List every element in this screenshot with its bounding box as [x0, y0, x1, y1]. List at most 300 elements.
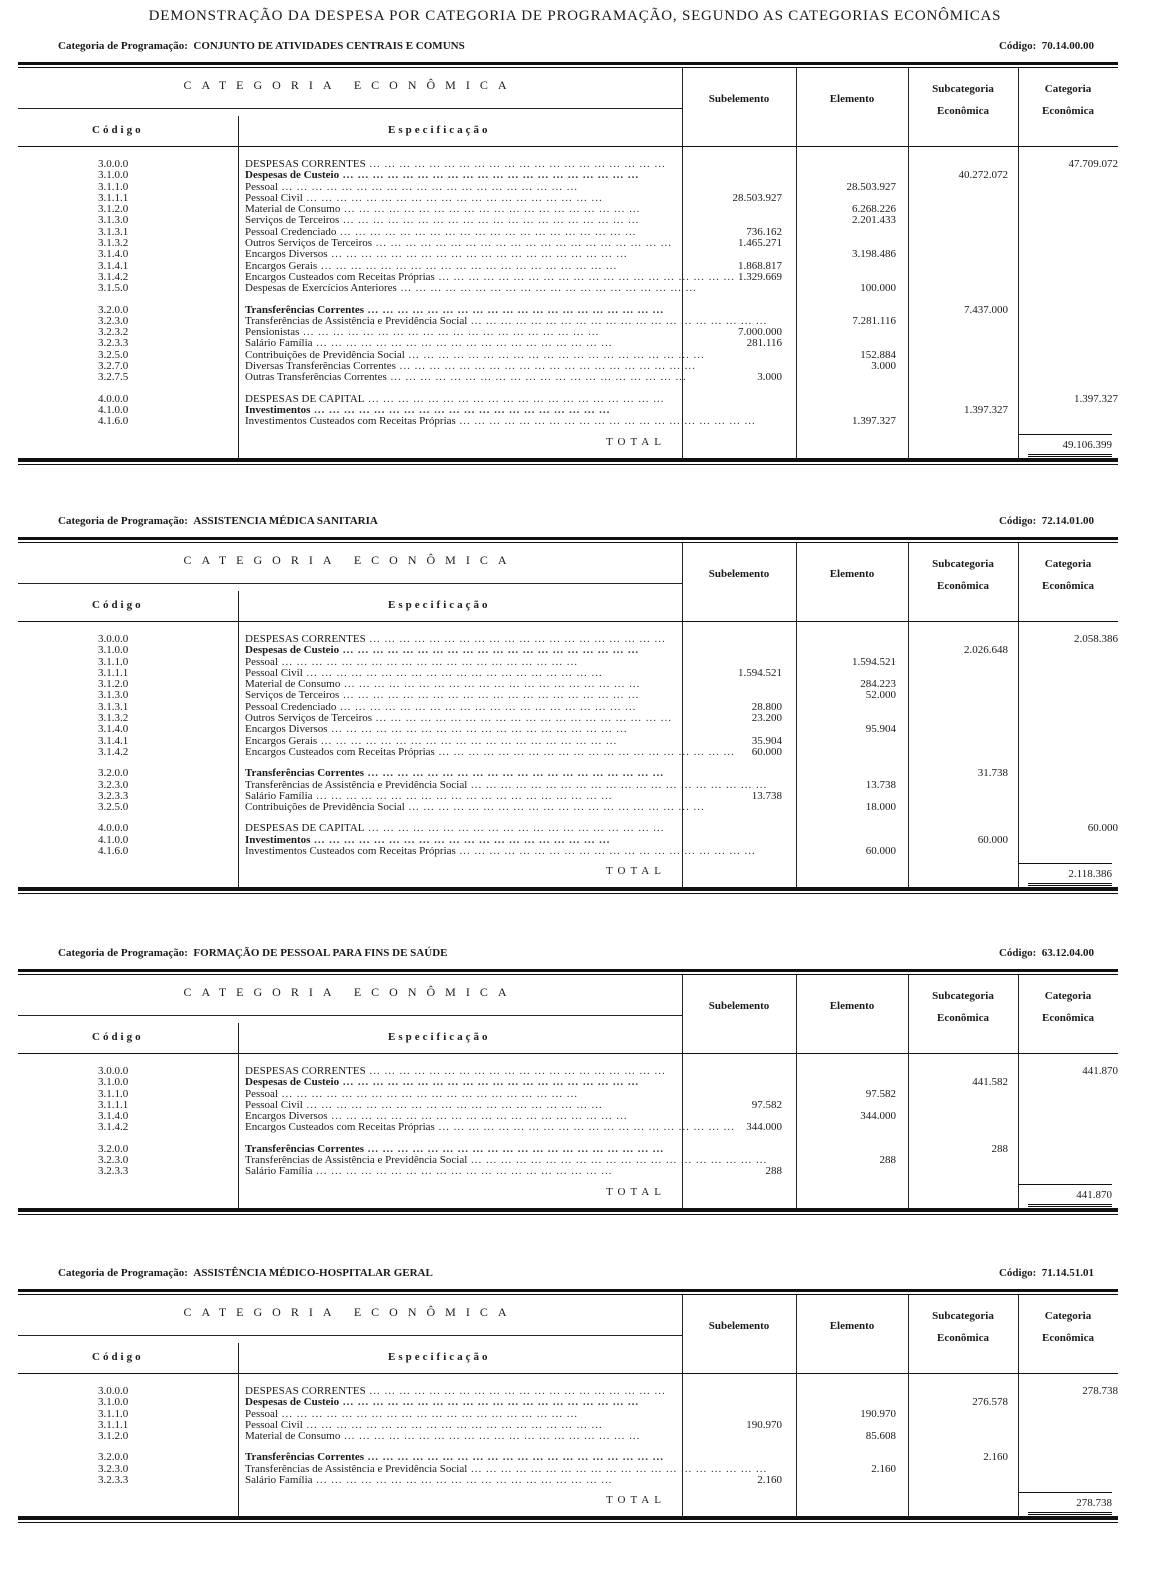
total-row [18, 428, 1118, 458]
leader-dots: ... ... ... ... ... ... ... ... ... ... ... ... ... ... ... ... ... ... ... ... [302, 1418, 603, 1431]
row-code: 3.2.3.3 [98, 1474, 129, 1487]
leader-dots: ... ... ... ... ... ... ... ... ... ... ... ... ... ... ... ... ... ... ... ... [467, 1154, 768, 1167]
program-category-caption: Categoria de Programação: [58, 947, 188, 959]
element-column-header: Elemento [829, 93, 875, 105]
row-element: 95.904 [865, 723, 896, 736]
row-code: 3.1.1.1 [98, 666, 129, 679]
row-subcategory: 40.272.072 [958, 169, 1008, 182]
row-code: 3.1.2.0 [98, 678, 129, 691]
economic-category-header: CATEGORIA ECONÔMICA [183, 1305, 517, 1319]
leader-dots: ... ... ... ... ... ... ... ... ... ... ... ... ... ... ... ... ... ... ... ... [310, 403, 611, 416]
subcategory-column-header: Subcategoria Econômica [932, 1310, 994, 1344]
program-code-caption: Código: [998, 515, 1037, 527]
subelement-column-header: Subelemento [708, 1000, 770, 1012]
row-code: 3.2.3.0 [98, 314, 129, 327]
program-code-value: 63.12.04.00 [1041, 947, 1094, 959]
leader-dots: ... ... ... ... ... ... ... ... ... ... ... ... ... ... ... ... ... ... ... ... [339, 1076, 640, 1089]
row-subelement: 344.000 [746, 1121, 782, 1134]
total-row [18, 1486, 1118, 1516]
header-divider [18, 1335, 682, 1336]
row-subelement: 1.868.817 [738, 259, 782, 272]
row-element: 344.000 [860, 1110, 896, 1123]
row-element: 190.970 [860, 1407, 896, 1420]
row-subelement: 190.970 [746, 1418, 782, 1431]
row-code: 3.1.3.2 [98, 237, 129, 250]
leader-dots: ... ... ... ... ... ... ... ... ... ... ... ... ... ... ... ... ... ... ... ... [312, 789, 613, 802]
leader-dots: ... ... ... ... ... ... ... ... ... ... ... ... ... ... ... ... ... ... ... ... [396, 282, 697, 295]
row-specification-text: Pensionistas [245, 326, 300, 339]
row-specification-text: Contribuições de Previdência Social [245, 348, 405, 361]
program-section [18, 38, 1118, 465]
row-subelement: 1.465.271 [738, 237, 782, 250]
row-specification [245, 1431, 675, 1442]
economic-category-header: CATEGORIA ECONÔMICA [183, 553, 517, 567]
specification-column-header: Especificação [388, 1031, 491, 1043]
row-specification-text: Investimentos Custeados com Receitas Próprias [245, 415, 456, 428]
program-section [18, 513, 1118, 894]
row-code: 3.1.5.0 [98, 282, 129, 295]
row-code: 3.2.0.0 [98, 303, 129, 316]
row-specification-text: Serviços de Terceiros [245, 214, 340, 227]
row-code: 3.2.0.0 [98, 767, 129, 780]
row-subelement: 736.162 [746, 225, 782, 238]
row-code: 3.1.3.0 [98, 214, 129, 227]
row-code: 3.1.1.1 [98, 191, 129, 204]
row-element: 2.201.433 [852, 214, 896, 227]
row-subelement: 7.000.000 [738, 326, 782, 339]
row-subelement: 3.000 [757, 371, 782, 384]
row-code: 3.1.4.2 [98, 1121, 129, 1134]
program-category-caption: Categoria de Programação: [58, 40, 188, 52]
row-code: 3.1.1.0 [98, 180, 129, 193]
row-specification-text: Despesas de Exercícios Anteriores [245, 282, 397, 295]
program-code [999, 1267, 1094, 1279]
leader-dots: ... ... ... ... ... ... ... ... ... ... ... ... ... ... ... ... ... ... ... ... [404, 348, 705, 361]
row-specification-text: Encargos Custeados com Receitas Próprias [245, 745, 435, 758]
table-body [18, 147, 1118, 428]
leader-dots: ... ... ... ... ... ... ... ... ... ... ... ... ... ... ... ... ... ... ... ... [317, 259, 618, 272]
code-column-header: Código [92, 599, 144, 611]
program-code-caption: Código: [998, 40, 1037, 52]
row-code: 3.1.1.0 [98, 1407, 129, 1420]
row-subelement: 97.582 [751, 1098, 782, 1111]
leader-dots: ... ... ... ... ... ... ... ... ... ... ... ... ... ... ... ... ... ... ... ... [336, 225, 637, 238]
leader-dots: ... ... ... ... ... ... ... ... ... ... ... ... ... ... ... ... ... ... ... ... [364, 767, 665, 780]
table-row [18, 372, 1118, 383]
program-code [999, 40, 1094, 52]
expense-table [18, 543, 1118, 888]
row-specification-text: Pessoal Civil [245, 1418, 303, 1431]
leader-dots: ... ... ... ... ... ... ... ... ... ... ... ... ... ... ... ... ... ... ... ... [327, 723, 628, 736]
row-code: 4.0.0.0 [98, 822, 129, 835]
row-code: 3.2.5.0 [98, 348, 129, 361]
row-specification [245, 1475, 675, 1486]
row-code: 3.2.7.5 [98, 371, 129, 384]
program-label [58, 40, 465, 52]
row-code: 3.0.0.0 [98, 633, 129, 645]
row-code: 3.1.2.0 [98, 203, 129, 216]
row-specification-text: DESPESAS CORRENTES [245, 1385, 366, 1397]
row-code: 3.1.4.1 [98, 734, 129, 747]
row-specification-text: Transferências Correntes [245, 1142, 365, 1155]
row-specification-text: DESPESAS DE CAPITAL [245, 392, 365, 405]
leader-dots: ... ... ... ... ... ... ... ... ... ... ... ... ... ... ... ... ... ... ... ... [340, 1430, 641, 1443]
leader-dots: ... ... ... ... ... ... ... ... ... ... ... ... ... ... ... ... ... ... ... ... [339, 169, 640, 182]
leader-dots: ... ... ... ... ... ... ... ... ... ... ... ... ... ... ... ... ... ... ... ... [278, 1087, 578, 1100]
leader-dots: ... ... ... ... ... ... ... ... ... ... ... ... ... ... ... ... ... ... ... ... [365, 1385, 666, 1397]
row-code: 4.0.0.0 [98, 392, 129, 405]
row-specification-text: Salário Família [245, 337, 313, 350]
program-category-caption: Categoria de Programação: [58, 1267, 188, 1279]
total-label: TOTAL [606, 1494, 666, 1507]
row-specification [245, 415, 756, 428]
row-element: 2.160 [871, 1462, 896, 1475]
category-column-header: Categoria Econômica [1042, 990, 1094, 1024]
row-element: 3.198.486 [852, 248, 896, 261]
row-specification-text: Investimentos [245, 833, 311, 846]
expense-table [18, 1295, 1118, 1517]
program-code-value: 71.14.51.01 [1041, 1267, 1094, 1279]
row-code: 3.1.0.0 [98, 1076, 129, 1089]
program-name: ASSISTÊNCIA MÉDICO-HOSPITALAR GERAL [193, 1267, 433, 1279]
row-specification-text: Encargos Diversos [245, 723, 328, 736]
row-code: 4.1.0.0 [98, 833, 129, 846]
table-header [18, 543, 1118, 622]
leader-dots: ... ... ... ... ... ... ... ... ... ... ... ... ... ... ... ... ... ... ... ... [365, 1065, 666, 1077]
row-element: 1.397.327 [852, 415, 896, 428]
leader-dots: ... ... ... ... ... ... ... ... ... ... ... ... ... ... ... ... ... ... ... ... [327, 248, 628, 261]
row-category: 1.397.327 [1074, 392, 1118, 405]
table-body [18, 622, 1118, 857]
table-row [18, 283, 1118, 294]
program-code-value: 72.14.01.00 [1041, 515, 1094, 527]
row-code: 3.2.3.2 [98, 326, 129, 339]
row-specification-text: Pessoal Civil [245, 1098, 303, 1111]
economic-category-header: CATEGORIA ECONÔMICA [183, 78, 517, 92]
row-code: 3.2.3.0 [98, 1462, 129, 1475]
leader-dots: ... ... ... ... ... ... ... ... ... ... ... ... ... ... ... ... ... ... ... ... [404, 801, 705, 814]
total-value: 278.738 [1018, 1492, 1112, 1509]
leader-dots: ... ... ... ... ... ... ... ... ... ... ... ... ... ... ... ... ... ... ... ... [339, 214, 640, 227]
code-column-header: Código [92, 124, 144, 136]
row-code: 3.1.1.1 [98, 1098, 129, 1111]
row-subcategory: 1.397.327 [964, 403, 1008, 416]
leader-dots: ... ... ... ... ... ... ... ... ... ... ... ... ... ... ... ... ... ... ... ... [312, 337, 613, 350]
leader-dots: ... ... ... ... ... ... ... ... ... ... ... ... ... ... ... ... ... ... ... ... [467, 314, 768, 327]
table-row [18, 1431, 1118, 1442]
leader-dots: ... ... ... ... ... ... ... ... ... ... ... ... ... ... ... ... ... ... ... ... [339, 1396, 640, 1409]
row-element: 28.503.927 [846, 180, 896, 193]
program-name: CONJUNTO DE ATIVIDADES CENTRAIS E COMUNS [193, 40, 465, 52]
element-column-header: Elemento [829, 568, 875, 580]
row-specification-text: Material de Consumo [245, 678, 341, 691]
row-code: 3.2.5.0 [98, 801, 129, 814]
expense-table [18, 975, 1118, 1209]
program-name: FORMAÇÃO DE PESSOAL PARA FINS DE SAÚDE [193, 947, 448, 959]
row-specification-text: Pessoal Credenciado [245, 225, 337, 238]
row-subcategory: 7.437.000 [964, 303, 1008, 316]
row-specification-text: Pessoal [245, 655, 278, 668]
specification-column-header: Especificação [388, 599, 491, 611]
total-value: 2.118.386 [1018, 863, 1112, 880]
row-subelement: 2.160 [757, 1474, 782, 1487]
table-header [18, 975, 1118, 1054]
leader-dots: ... ... ... ... ... ... ... ... ... ... ... ... ... ... ... ... ... ... ... ... [327, 1110, 628, 1123]
row-specification-text: Salário Família [245, 1474, 313, 1487]
leader-dots: ... ... ... ... ... ... ... ... ... ... ... ... ... ... ... ... ... ... ... ... [364, 1142, 665, 1155]
leader-dots: ... ... ... ... ... ... ... ... ... ... ... ... ... ... ... ... ... ... ... ... [364, 822, 665, 835]
leader-dots: ... ... ... ... ... ... ... ... ... ... ... ... ... ... ... ... ... ... ... ... [278, 180, 578, 193]
row-element: 60.000 [865, 845, 896, 858]
row-code: 3.1.1.1 [98, 1418, 129, 1431]
row-specification-text: Transferências de Assistência e Previdência Social [245, 1462, 468, 1475]
row-code: 3.1.0.0 [98, 644, 129, 657]
row-category: 441.870 [1082, 1065, 1118, 1077]
row-subcategory: 31.738 [977, 767, 1008, 780]
row-subelement: 281.116 [746, 337, 782, 350]
row-subcategory: 2.026.648 [964, 644, 1008, 657]
program-code [999, 947, 1094, 959]
row-code: 4.1.6.0 [98, 845, 129, 858]
element-column-header: Elemento [829, 1320, 875, 1332]
row-code: 4.1.0.0 [98, 403, 129, 416]
element-column-header: Elemento [829, 1000, 875, 1012]
leader-dots: ... ... ... ... ... ... ... ... ... ... ... ... ... ... ... ... ... ... ... ... [336, 700, 637, 713]
subelement-column-header: Subelemento [708, 93, 770, 105]
row-specification-text: Encargos Diversos [245, 248, 328, 261]
row-specification-text: Pessoal Civil [245, 666, 303, 679]
row-specification-text: Pessoal Civil [245, 191, 303, 204]
row-code: 3.1.4.2 [98, 745, 129, 758]
subelement-column-header: Subelemento [708, 1320, 770, 1332]
economic-category-header: CATEGORIA ECONÔMICA [183, 985, 517, 999]
total-row [18, 857, 1118, 887]
row-element: 152.884 [860, 348, 896, 361]
subelement-column-header: Subelemento [708, 568, 770, 580]
leader-dots: ... ... ... ... ... ... ... ... ... ... ... ... ... ... ... ... ... ... ... ... [386, 371, 687, 384]
row-specification [245, 801, 705, 814]
program-label [58, 515, 378, 527]
row-code: 3.0.0.0 [98, 158, 129, 170]
leader-dots: ... ... ... ... ... ... ... ... ... ... ... ... ... ... ... ... ... ... ... ... [278, 655, 578, 668]
category-column-header: Categoria Econômica [1042, 83, 1094, 117]
leader-dots: ... ... ... ... ... ... ... ... ... ... ... ... ... ... ... ... ... ... ... ... [312, 1474, 613, 1487]
table-row [18, 416, 1118, 427]
program-header [18, 513, 1118, 531]
row-subcategory: 60.000 [977, 833, 1008, 846]
leader-dots: ... ... ... ... ... ... ... ... ... ... ... ... ... ... ... ... ... ... ... ... [455, 415, 756, 428]
row-specification-text: Outros Serviços de Terceiros [245, 237, 373, 250]
row-element: 97.582 [865, 1087, 896, 1100]
header-divider [18, 108, 682, 109]
row-code: 3.1.4.2 [98, 270, 129, 283]
row-element: 52.000 [865, 689, 896, 702]
total-double-rule [1028, 1512, 1112, 1515]
category-column-header: Categoria Econômica [1042, 1310, 1094, 1344]
row-code: 3.1.2.0 [98, 1430, 129, 1443]
bottom-rule [18, 888, 1118, 894]
leader-dots: ... ... ... ... ... ... ... ... ... ... ... ... ... ... ... ... ... ... ... ... [302, 666, 603, 679]
program-section [18, 945, 1118, 1215]
code-column-header: Código [92, 1351, 144, 1363]
bottom-rule [18, 1209, 1118, 1215]
row-category: 278.738 [1082, 1385, 1118, 1397]
program-code-caption: Código: [998, 1267, 1037, 1279]
row-element: 1.594.521 [852, 655, 896, 668]
table-row [18, 1166, 1118, 1177]
row-specification-text: Encargos Gerais [245, 734, 318, 747]
row-specification-text: Pessoal Credenciado [245, 700, 337, 713]
row-element: 3.000 [871, 360, 896, 373]
row-specification-text: Transferências de Assistência e Previdência Social [245, 314, 468, 327]
row-code: 3.1.3.2 [98, 712, 129, 725]
row-specification-text: Material de Consumo [245, 203, 341, 216]
row-subelement: 1.594.521 [738, 666, 782, 679]
row-specification-text: Transferências de Assistência e Previdência Social [245, 778, 468, 791]
row-subelement: 23.200 [751, 712, 782, 725]
row-element: 6.268.226 [852, 203, 896, 216]
leader-dots: ... ... ... ... ... ... ... ... ... ... ... ... ... ... ... ... ... ... ... ... [395, 360, 696, 373]
row-specification-text: Encargos Custeados com Receitas Próprias [245, 1121, 435, 1134]
row-category: 47.709.072 [1068, 158, 1118, 170]
row-specification-text: DESPESAS CORRENTES [245, 158, 366, 170]
category-column-header: Categoria Econômica [1042, 558, 1094, 592]
row-element: 288 [879, 1154, 896, 1167]
specification-column-header: Especificação [388, 1351, 491, 1363]
program-name: ASSISTENCIA MÉDICA SANITARIA [193, 515, 378, 527]
row-specification [245, 1166, 675, 1177]
table-header [18, 1295, 1118, 1374]
subcategory-column-header: Subcategoria Econômica [932, 558, 994, 592]
program-header [18, 945, 1118, 963]
leader-dots: ... ... ... ... ... ... ... ... ... ... ... ... ... ... ... ... ... ... ... ... [365, 158, 666, 170]
row-specification-text: Despesas de Custeio [245, 1396, 340, 1409]
row-specification-text: DESPESAS CORRENTES [245, 1065, 366, 1077]
row-specification-text: Despesas de Custeio [245, 644, 340, 657]
row-element: 100.000 [860, 282, 896, 295]
row-element: 13.738 [865, 778, 896, 791]
row-subelement: 28.800 [751, 700, 782, 713]
table-row [18, 747, 1118, 758]
row-specification-text: Material de Consumo [245, 1430, 341, 1443]
leader-dots: ... ... ... ... ... ... ... ... ... ... ... ... ... ... ... ... ... ... ... ... [434, 1121, 735, 1134]
row-code: 3.1.4.0 [98, 248, 129, 261]
leader-dots: ... ... ... ... ... ... ... ... ... ... ... ... ... ... ... ... ... ... ... ... [340, 203, 641, 216]
total-label: TOTAL [606, 865, 666, 878]
table-header [18, 68, 1118, 147]
header-divider [18, 1015, 682, 1016]
row-subelement: 28.503.927 [732, 191, 782, 204]
row-code: 3.1.3.1 [98, 225, 129, 238]
row-subcategory: 441.582 [972, 1076, 1008, 1089]
row-specification-text: Encargos Gerais [245, 259, 318, 272]
row-subcategory: 276.578 [972, 1396, 1008, 1409]
row-specification [245, 745, 735, 758]
code-column-header: Código [92, 1031, 144, 1043]
row-specification-text: Encargos Diversos [245, 1110, 328, 1123]
row-specification-text: Salário Família [245, 789, 313, 802]
row-specification-text: Encargos Custeados com Receitas Próprias [245, 270, 435, 283]
leader-dots: ... ... ... ... ... ... ... ... ... ... ... ... ... ... ... ... ... ... ... ... [365, 633, 666, 645]
program-header [18, 38, 1118, 56]
row-specification-text: Contribuições de Previdência Social [245, 801, 405, 814]
row-element: 7.281.116 [852, 314, 896, 327]
leader-dots: ... ... ... ... ... ... ... ... ... ... ... ... ... ... ... ... ... ... ... ... [312, 1165, 613, 1178]
total-value: 441.870 [1018, 1184, 1112, 1201]
total-double-rule [1028, 883, 1112, 886]
row-code: 3.2.3.3 [98, 337, 129, 350]
row-element: 85.608 [865, 1430, 896, 1443]
table-row [18, 1475, 1118, 1486]
row-code: 3.2.3.3 [98, 1165, 129, 1178]
leader-dots: ... ... ... ... ... ... ... ... ... ... ... ... ... ... ... ... ... ... ... ... [372, 237, 673, 250]
row-specification-text: Salário Família [245, 1165, 313, 1178]
row-code: 3.1.0.0 [98, 169, 129, 182]
leader-dots: ... ... ... ... ... ... ... ... ... ... ... ... ... ... ... ... ... ... ... ... [339, 644, 640, 657]
row-specification-text: Transferências Correntes [245, 767, 365, 780]
row-specification-text: Investimentos [245, 403, 311, 416]
row-code: 3.2.3.0 [98, 1154, 129, 1167]
leader-dots: ... ... ... ... ... ... ... ... ... ... ... ... ... ... ... ... ... ... ... ... [364, 1451, 665, 1464]
row-specification [245, 845, 756, 858]
table-body [18, 1054, 1118, 1178]
row-code: 3.2.0.0 [98, 1142, 129, 1155]
specification-column-header: Especificação [388, 124, 491, 136]
row-element: 284.223 [860, 678, 896, 691]
leader-dots: ... ... ... ... ... ... ... ... ... ... ... ... ... ... ... ... ... ... ... ... [302, 191, 603, 204]
row-specification [245, 282, 697, 295]
row-code: 3.1.4.0 [98, 723, 129, 736]
row-specification-text: DESPESAS CORRENTES [245, 633, 366, 645]
program-section [18, 1265, 1118, 1523]
row-code: 3.1.3.1 [98, 700, 129, 713]
document-title: DEMONSTRAÇÃO DA DESPESA POR CATEGORIA DE PROGRAMAÇÃO, SEGUNDO AS CATEGORIAS ECONÔMICAS [148, 8, 1002, 24]
header-divider [18, 583, 682, 584]
row-specification-text: Transferências Correntes [245, 303, 365, 316]
total-double-rule [1028, 454, 1112, 457]
table-row [18, 802, 1118, 813]
row-code: 3.1.3.0 [98, 689, 129, 702]
row-code: 3.2.7.0 [98, 360, 129, 373]
table-row [18, 1122, 1118, 1133]
program-category-caption: Categoria de Programação: [58, 515, 188, 527]
total-double-rule [1028, 1204, 1112, 1207]
program-label [58, 1267, 433, 1279]
row-specification [245, 1121, 735, 1134]
row-specification-text: Despesas de Custeio [245, 1076, 340, 1089]
row-code: 4.1.6.0 [98, 415, 129, 428]
row-subcategory: 2.160 [983, 1451, 1008, 1464]
subcategory-column-header: Subcategoria Econômica [932, 990, 994, 1024]
program-code [999, 515, 1094, 527]
leader-dots: ... ... ... ... ... ... ... ... ... ... ... ... ... ... ... ... ... ... ... ... [434, 270, 735, 283]
row-specification [245, 371, 687, 384]
row-code: 3.0.0.0 [98, 1385, 129, 1397]
leader-dots: ... ... ... ... ... ... ... ... ... ... ... ... ... ... ... ... ... ... ... ... [302, 1098, 603, 1111]
leader-dots: ... ... ... ... ... ... ... ... ... ... ... ... ... ... ... ... ... ... ... ... [339, 689, 640, 702]
row-code: 3.2.0.0 [98, 1451, 129, 1464]
row-element: 18.000 [865, 801, 896, 814]
subcategory-column-header: Subcategoria Econômica [932, 83, 994, 117]
leader-dots: ... ... ... ... ... ... ... ... ... ... ... ... ... ... ... ... ... ... ... ... [364, 392, 665, 405]
total-label: TOTAL [606, 435, 666, 448]
program-label [58, 947, 447, 959]
row-category: 2.058.386 [1074, 633, 1118, 645]
expense-table [18, 68, 1118, 459]
row-specification-text: Outros Serviços de Terceiros [245, 712, 373, 725]
row-subelement: 35.904 [751, 734, 782, 747]
leader-dots: ... ... ... ... ... ... ... ... ... ... ... ... ... ... ... ... ... ... ... ... [455, 845, 756, 858]
